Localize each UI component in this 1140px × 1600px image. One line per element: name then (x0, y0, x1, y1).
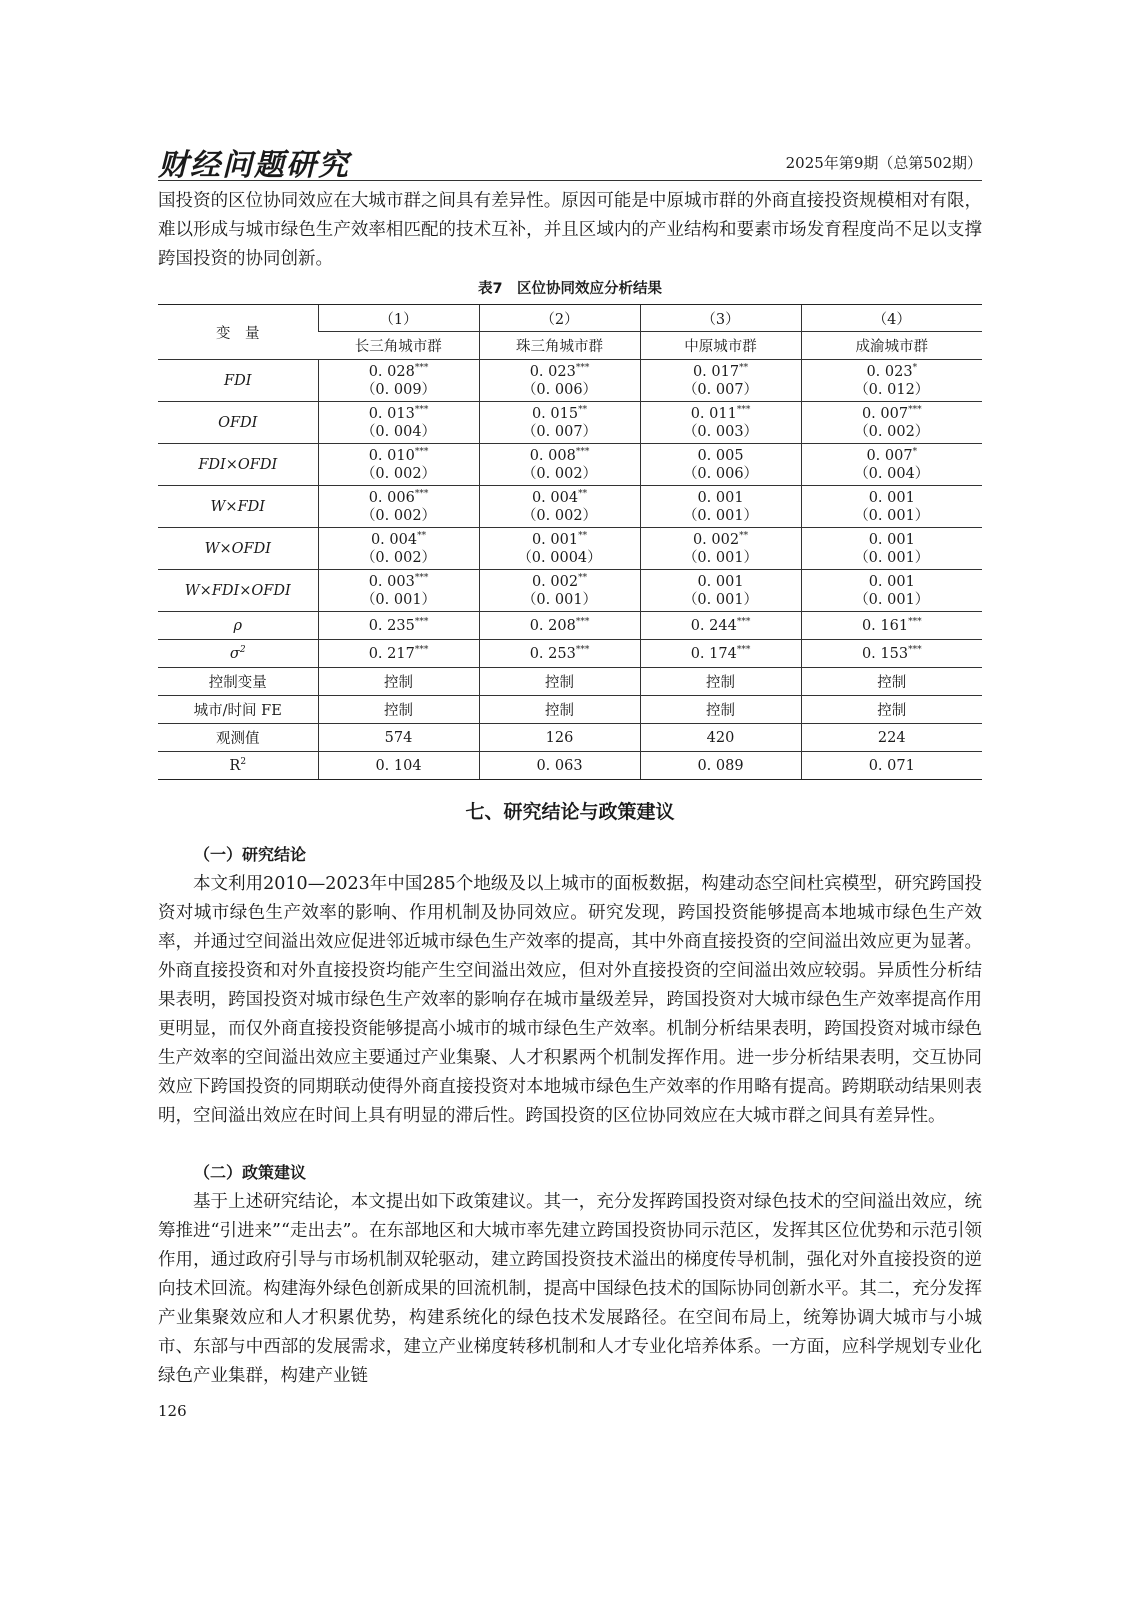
table-cell: 0. 013*** （0. 004） (318, 402, 479, 444)
col-number: （3） (640, 305, 801, 332)
intro-paragraph: 国投资的区位协同效应在大城市群之间具有差异性。原因可能是中原城市群的外商直接投资规模相对有限，难以形成与城市绿色生产效率相匹配的技术互补，并且区域内的产业结构和要素市场发育程度尚不足以支撑跨国投资的协同创新。 (158, 191, 982, 269)
table-cell: 420 (640, 724, 801, 752)
table-cell: 0. 235*** (318, 612, 479, 640)
fe-row (158, 696, 982, 724)
table-cell: 0. 006*** （0. 002） (318, 486, 479, 528)
table-cell: 控制 (318, 696, 479, 724)
table-cell: 控制 (479, 696, 640, 724)
table-cell: 控制 (801, 668, 982, 696)
row-label: W×FDI (158, 486, 318, 528)
table-cell: 574 (318, 724, 479, 752)
table-cell: 0. 008*** （0. 002） (479, 444, 640, 486)
subsection-heading-conclusions: （一）研究结论 (194, 845, 307, 864)
table-cell: 控制 (640, 668, 801, 696)
row-label: 控制变量 (158, 668, 318, 696)
table-cell: 0. 005 （0. 006） (640, 444, 801, 486)
table-cell: 控制 (318, 668, 479, 696)
variable-rows (158, 360, 982, 612)
obs-row (158, 724, 982, 752)
row-label: W×OFDI (158, 528, 318, 570)
table-cell: 0. 153*** (801, 640, 982, 668)
row-label: OFDI (158, 402, 318, 444)
col-name: 珠三角城市群 (479, 332, 640, 360)
table-cell: 0. 104 (318, 752, 479, 780)
page-number: 126 (158, 1402, 187, 1420)
col-number: （1） (318, 305, 479, 332)
table-row (158, 486, 982, 528)
issue-info: 2025年第9期（总第502期） (785, 154, 982, 172)
rho-row (158, 612, 982, 640)
table-cell: 0. 174*** (640, 640, 801, 668)
table-cell: 0. 004** （0. 002） (318, 528, 479, 570)
table-cell: 0. 007*** （0. 002） (801, 402, 982, 444)
col-name: 长三角城市群 (318, 332, 479, 360)
row-label: $\sigma^2$ (158, 640, 318, 668)
page-header (158, 140, 982, 181)
table-cell: 0. 253*** (479, 640, 640, 668)
table-row (158, 360, 982, 402)
table-cell: 0. 010*** （0. 002） (318, 444, 479, 486)
table-cell: 0. 004** （0. 002） (479, 486, 640, 528)
table-cell: 0. 063 (479, 752, 640, 780)
col-name: 中原城市群 (640, 332, 801, 360)
table-row (158, 402, 982, 444)
r2-row (158, 752, 982, 780)
table-cell: 控制 (640, 696, 801, 724)
sigma-row (158, 640, 982, 668)
results-table (158, 304, 982, 780)
row-label: 观测值 (158, 724, 318, 752)
journal-logo: 财经问题研究 (158, 148, 350, 183)
conclusions-paragraph: 本文利用2010—2023年中国285个地级及以上城市的面板数据，构建动态空间杜宾模型，研究跨国投资对城市绿色生产效率的影响、作用机制及协同效应。研究发现，跨国投资能够提高本地城市绿色生产效率，并通过空间溢出效应促进邻近城市绿色生产效率的提高，其中外商直接投资的空间溢出效应更为显著。外商直接投资和对外直接投资均能产生空间溢出效应，但对外直接投资的空间溢出效应较弱。异质性分析结果表明，跨国投资对城市绿色生产效率的影响存在城市量级差异，跨国投资对大城市绿色生产效率提高作用更明显，而仅外商直接投资能够提高小城市的城市绿色生产效率。机制分析结果表明，跨国投资对城市绿色生产效率的空间溢出效应主要通过产业集聚、人才积累两个机制发挥作用。进一步分析结果表明，交互协同效应下跨国投资的同期联动使得外商直接投资对本地城市绿色生产效率的作用略有提高。跨期联动结果则表明，空间溢出效应在时间上具有明显的滞后性。跨国投资的区位协同效应在大城市群之间具有差异性。 (158, 874, 982, 1126)
table-cell: 0. 001 （0. 001） (801, 570, 982, 612)
table-cell: 0. 011*** （0. 003） (640, 402, 801, 444)
row-label: ρ (158, 612, 318, 640)
table-cell: 0. 017** （0. 007） (640, 360, 801, 402)
table-cell: 0. 089 (640, 752, 801, 780)
col-name: 成渝城市群 (801, 332, 982, 360)
table-cell: 0. 001** （0. 0004） (479, 528, 640, 570)
var-header: 变 量 (158, 305, 318, 360)
table-cell: 0. 015** （0. 007） (479, 402, 640, 444)
table-cell: 0. 023* （0. 012） (801, 360, 982, 402)
table-cell: 0. 002** （0. 001） (640, 528, 801, 570)
table-cell: 0. 161*** (801, 612, 982, 640)
table-cell: 0. 217*** (318, 640, 479, 668)
row-label: W×FDI×OFDI (158, 570, 318, 612)
col-number: （2） (479, 305, 640, 332)
row-label: $R^2$ (158, 752, 318, 780)
table-cell: 0. 007* （0. 004） (801, 444, 982, 486)
row-label: FDI (158, 360, 318, 402)
table-cell: 0. 002** （0. 001） (479, 570, 640, 612)
table-row (158, 444, 982, 486)
table-cell: 0. 001 （0. 001） (640, 570, 801, 612)
table-cell: 126 (479, 724, 640, 752)
table-cell: 控制 (801, 696, 982, 724)
table-header-numbers (158, 305, 982, 332)
table-cell: 224 (801, 724, 982, 752)
table-row (158, 528, 982, 570)
control-row (158, 668, 982, 696)
table-cell: 0. 001 （0. 001） (640, 486, 801, 528)
subsection-heading-policy: （二）政策建议 (194, 1163, 307, 1182)
col-number: （4） (801, 305, 982, 332)
table-caption: 表7 区位协同效应分析结果 (477, 281, 663, 297)
table-cell: 0. 003*** （0. 001） (318, 570, 479, 612)
table-row (158, 570, 982, 612)
table-cell: 0. 071 (801, 752, 982, 780)
table-cell: 0. 001 （0. 001） (801, 486, 982, 528)
policy-paragraph: 基于上述研究结论，本文提出如下政策建议。其一，充分发挥跨国投资对绿色技术的空间溢出效应，统筹推进“引进来”“走出去”。在东部地区和大城市率先建立跨国投资协同示范区，发挥其区位优势和示范引领作用，通过政府引导与市场机制双轮驱动，建立跨国投资技术溢出的梯度传导机制，强化对外直接投资的逆向技术回流。构建海外绿色创新成果的回流机制，提高中国绿色技术的国际协同创新水平。其二，充分发挥产业集聚效应和人才积累优势，构建系统化的绿色技术发展路径。在空间布局上，统筹协调大城市与小城市、东部与中西部的发展需求，建立产业梯度转移机制和人才专业化培养体系。一方面，应科学规划专业化绿色产业集群，构建产业链 (158, 1192, 982, 1386)
table-cell: 0. 244*** (640, 612, 801, 640)
table-cell: 0. 028*** （0. 009） (318, 360, 479, 402)
table-cell: 0. 001 （0. 001） (801, 528, 982, 570)
table-cell: 0. 023*** （0. 006） (479, 360, 640, 402)
row-label: 城市/时间 FE (158, 696, 318, 724)
table-cell: 0. 208*** (479, 612, 640, 640)
table-cell: 控制 (479, 668, 640, 696)
row-label: FDI×OFDI (158, 444, 318, 486)
section-title: 七、研究结论与政策建议 (465, 801, 675, 823)
